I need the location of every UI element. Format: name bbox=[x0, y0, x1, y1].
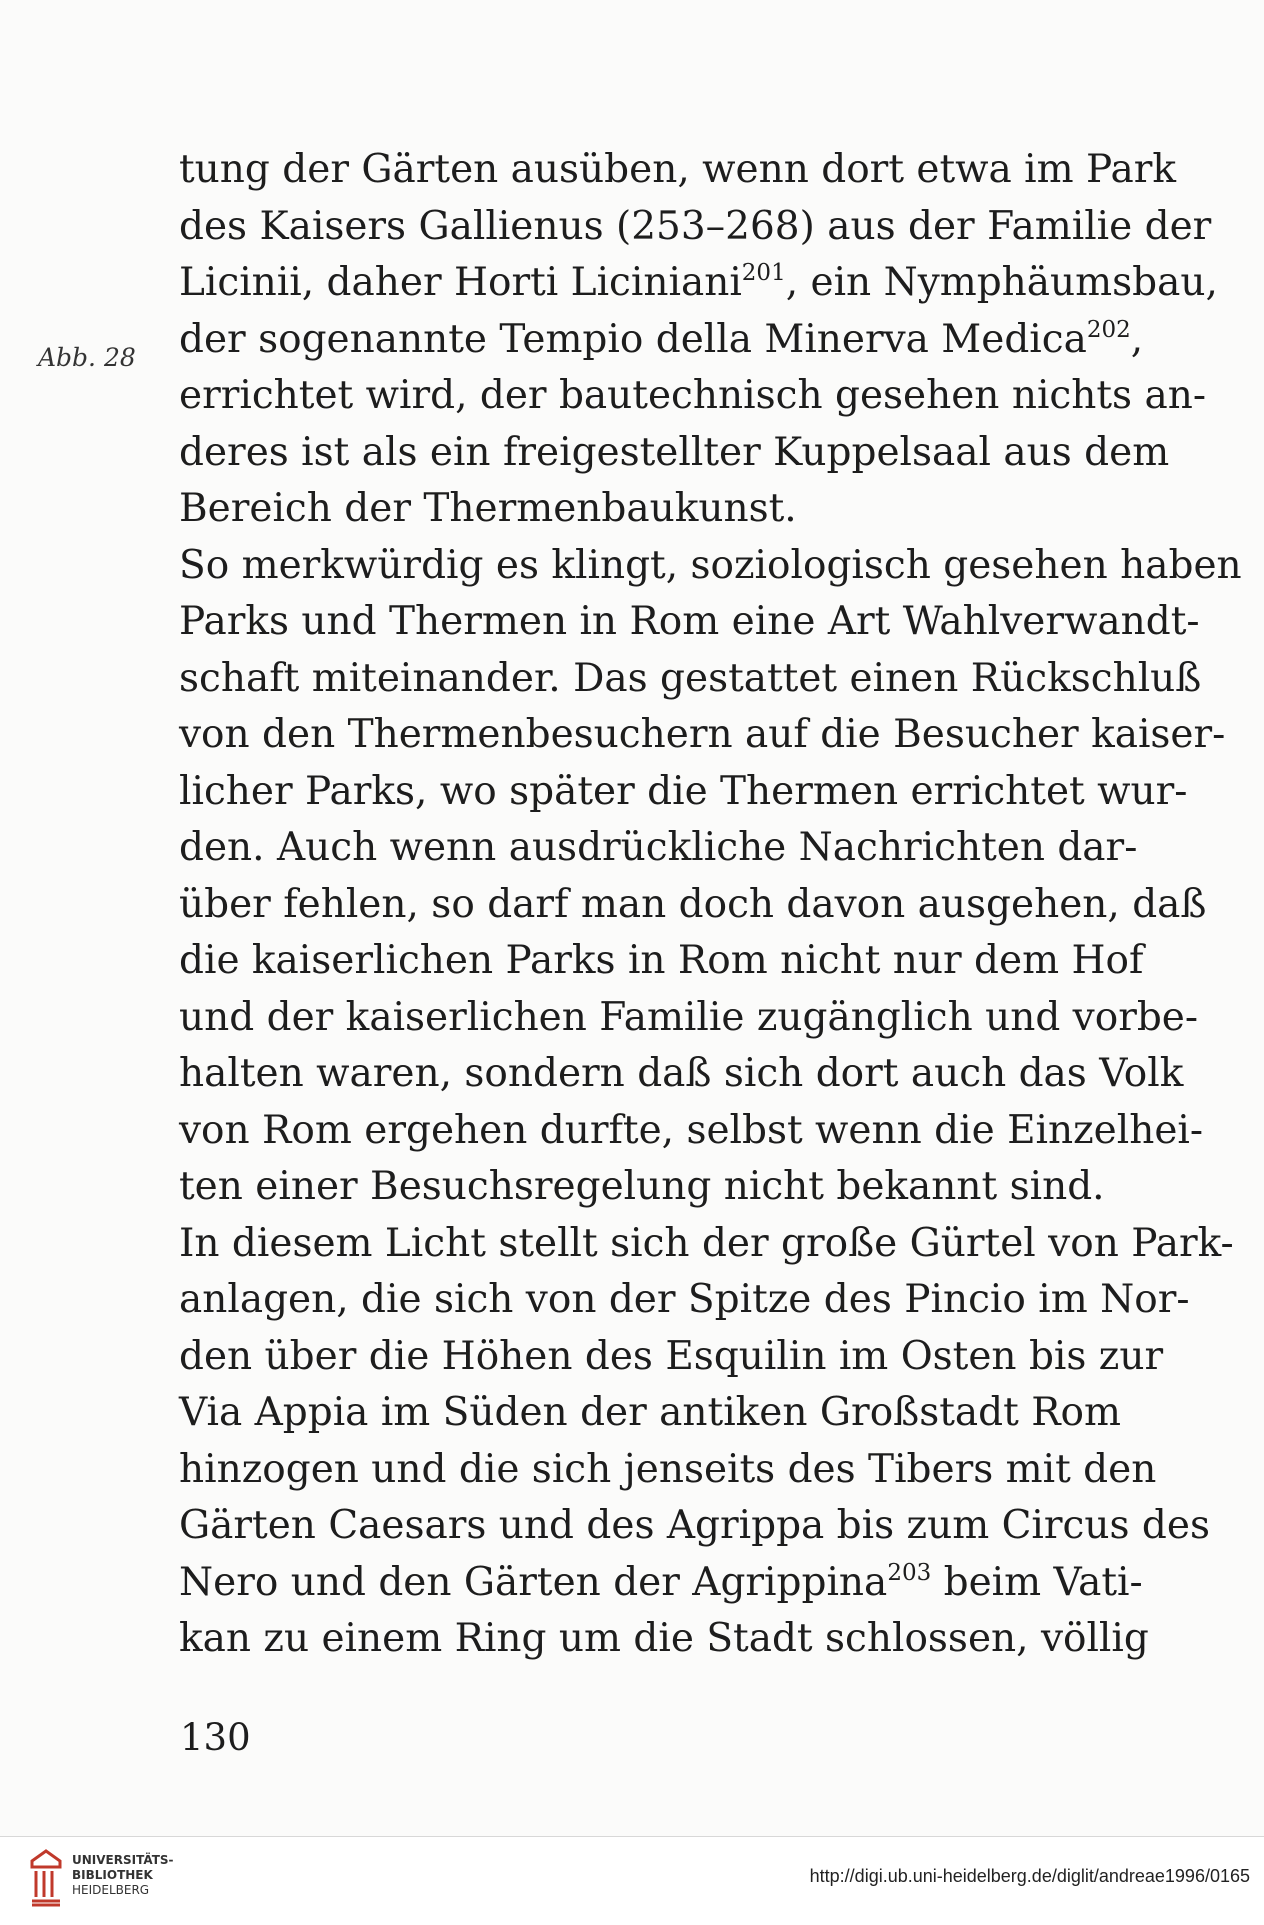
source-url-link[interactable]: http://digi.ub.uni-heidelberg.de/diglit/andreae1996/0165 bbox=[809, 1866, 1250, 1886]
footnote-marker[interactable]: 203 bbox=[887, 1559, 932, 1586]
library-name-line: HEIDELBERG bbox=[72, 1883, 150, 1897]
text-line bbox=[179, 255, 1218, 312]
text-line-content: Via Appia im Süden der antiken Großstadt Rom bbox=[179, 1390, 1122, 1435]
text-line-content: Licinii, daher Horti Liciniani bbox=[179, 260, 742, 305]
text-line bbox=[179, 1216, 1234, 1273]
text-line-content: des Kaisers Gallienus (253–268) aus der Familie der bbox=[179, 203, 1212, 249]
text-line-content: von den Thermenbesuchern auf die Besucher kaiser- bbox=[179, 712, 1226, 757]
text-line-content: Parks und Thermen in Rom eine Art Wahlverwandt- bbox=[179, 599, 1200, 644]
page-number: 130 bbox=[180, 1716, 251, 1759]
text-line-content: tung der Gärten ausüben, wenn dort etwa im Park bbox=[179, 147, 1177, 192]
body-text bbox=[179, 142, 1242, 1668]
text-line-content: die kaiserlichen Parks in Rom nicht nur dem Hof bbox=[179, 938, 1144, 983]
text-line-continuation: beim Vati- bbox=[931, 1559, 1143, 1605]
text-line-content: schaft miteinander. Das gestattet einen Rückschluß bbox=[179, 655, 1202, 701]
text-line bbox=[179, 538, 1242, 595]
library-name-line: BIBLIOTHEK bbox=[72, 1868, 153, 1882]
text-line bbox=[179, 1159, 1104, 1216]
text-line bbox=[179, 1498, 1210, 1555]
text-line-content: von Rom ergehen durfte, selbst wenn die Einzelhei- bbox=[179, 1107, 1204, 1153]
text-line bbox=[179, 142, 1177, 199]
text-line bbox=[179, 1442, 1157, 1499]
text-line bbox=[179, 1611, 1149, 1668]
text-line bbox=[179, 368, 1207, 425]
text-line bbox=[179, 312, 1144, 369]
text-line bbox=[179, 1329, 1164, 1386]
text-line-content: Gärten Caesars und des Agrippa bis zum Circus des bbox=[179, 1503, 1210, 1548]
text-line bbox=[179, 707, 1226, 764]
library-logo-icon bbox=[28, 1847, 64, 1909]
text-line bbox=[179, 1046, 1184, 1103]
text-line-content: hinzogen und die sich jenseits des Tibers mit den bbox=[179, 1446, 1157, 1492]
text-line-content: So merkwürdig es klingt, soziologisch gesehen haben bbox=[179, 542, 1242, 588]
text-line-continuation: , ein Nymphäumsbau, bbox=[785, 260, 1218, 305]
text-line-content: deres ist als ein freigestellter Kuppelsaal aus dem bbox=[179, 429, 1170, 475]
text-line-content: ten einer Besuchsregelung nicht bekannt sind. bbox=[179, 1164, 1105, 1209]
text-line-content: den. Auch wenn ausdrückliche Nachrichten dar- bbox=[179, 825, 1138, 870]
text-line-content: kan zu einem Ring um die Stadt schlossen, völlig bbox=[179, 1616, 1149, 1661]
text-line-content: der sogenannte Tempio della Minerva Medica bbox=[179, 316, 1087, 362]
text-line-content: über fehlen, so darf man doch davon ausgehen, daß bbox=[179, 881, 1207, 927]
text-line bbox=[179, 425, 1170, 482]
text-line-continuation: , bbox=[1130, 316, 1144, 362]
text-line-content: licher Parks, wo später die Thermen errichtet wur- bbox=[179, 768, 1188, 814]
text-line-content: Nero und den Gärten der Agrippina bbox=[179, 1559, 888, 1605]
text-line-content: anlagen, die sich von der Spitze des Pincio im Nor- bbox=[179, 1277, 1190, 1322]
text-line-content: errichtet wird, der bautechnisch gesehen nichts an- bbox=[179, 373, 1207, 418]
text-line bbox=[179, 764, 1188, 821]
text-line-content: Bereich der Thermenbaukunst. bbox=[179, 486, 797, 531]
text-line bbox=[179, 1103, 1204, 1160]
text-line bbox=[179, 481, 1104, 538]
text-line bbox=[179, 877, 1207, 934]
text-line bbox=[179, 990, 1199, 1047]
text-line bbox=[179, 1385, 1122, 1442]
text-line bbox=[179, 1272, 1190, 1329]
text-line-content: halten waren, sondern daß sich dort auch das Volk bbox=[179, 1051, 1184, 1096]
text-line-content: In diesem Licht stellt sich der große Gürtel von Park- bbox=[179, 1220, 1234, 1266]
text-line bbox=[179, 594, 1200, 651]
text-line bbox=[179, 651, 1202, 708]
library-name bbox=[72, 1853, 272, 1898]
text-line bbox=[179, 199, 1212, 256]
text-line-content: und der kaiserlichen Familie zugänglich und vorbe- bbox=[179, 994, 1199, 1040]
text-line bbox=[179, 820, 1138, 877]
text-line bbox=[179, 1555, 1143, 1612]
footnote-marker[interactable]: 202 bbox=[1086, 316, 1131, 343]
text-line bbox=[179, 933, 1144, 990]
library-name-line: UNIVERSITÄTS- bbox=[72, 1853, 174, 1867]
text-line-content: den über die Höhen des Esquilin im Osten bis zur bbox=[179, 1333, 1164, 1379]
figure-reference: Abb. 28 bbox=[38, 343, 136, 372]
footnote-marker[interactable]: 201 bbox=[741, 260, 786, 286]
